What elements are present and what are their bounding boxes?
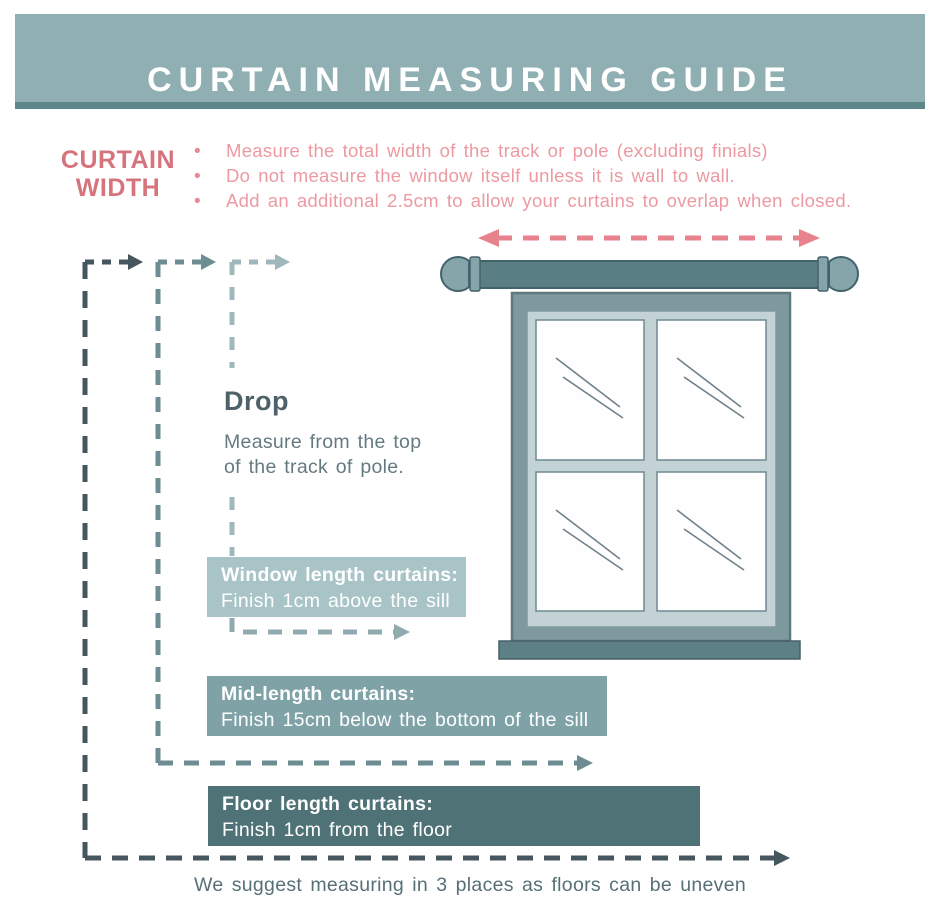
window-pane bbox=[536, 320, 644, 460]
arrowhead-left bbox=[478, 229, 499, 247]
footer-note: We suggest measuring in 3 places as floors can be uneven bbox=[194, 874, 746, 896]
bullet-icon: • bbox=[194, 141, 201, 162]
floor-length-box bbox=[208, 786, 700, 846]
curtain-width-arrow-icon bbox=[478, 229, 820, 247]
drop-section bbox=[224, 386, 484, 480]
window-length-title: Window length curtains: bbox=[221, 564, 459, 586]
window-pane bbox=[657, 320, 766, 460]
arrowhead bbox=[201, 254, 216, 270]
window-pane bbox=[657, 472, 766, 611]
curtain-width-label-line1: CURTAIN bbox=[60, 146, 176, 174]
mid-length-detail: Finish 15cm below the bottom of the sill bbox=[221, 709, 589, 731]
bullet-icon: • bbox=[194, 166, 201, 187]
arrowhead-right bbox=[799, 229, 820, 247]
arrowhead bbox=[577, 755, 593, 771]
drop-description-line1: Measure from the top bbox=[224, 431, 422, 453]
pole-collar-left bbox=[470, 257, 480, 291]
arrowhead bbox=[774, 850, 790, 866]
window-length-box bbox=[207, 557, 466, 617]
list-item bbox=[190, 165, 920, 190]
header-underline bbox=[15, 102, 925, 109]
drop-title: Drop bbox=[224, 386, 289, 416]
curtain-pole-icon bbox=[441, 257, 858, 291]
bullet-text: Do not measure the window itself unless it is wall to wall. bbox=[226, 165, 735, 186]
mid-length-title: Mid-length curtains: bbox=[221, 683, 416, 705]
mid-length-box bbox=[207, 676, 607, 736]
arrowhead bbox=[128, 254, 143, 270]
pole-collar-right bbox=[818, 257, 828, 291]
arrowhead bbox=[275, 254, 290, 270]
list-item bbox=[190, 140, 920, 165]
floor-length-title: Floor length curtains: bbox=[222, 793, 434, 815]
window-pane bbox=[536, 472, 644, 611]
page-title: CURTAIN MEASURING GUIDE bbox=[147, 61, 793, 100]
bullet-text: Measure the total width of the track or pole (excluding finials) bbox=[226, 140, 768, 161]
window-sill bbox=[499, 641, 800, 659]
window-length-detail: Finish 1cm above the sill bbox=[221, 590, 451, 612]
arrowhead bbox=[394, 624, 410, 640]
drop-description bbox=[224, 430, 484, 480]
floor-length-detail: Finish 1cm from the floor bbox=[222, 819, 453, 841]
width-instructions-list bbox=[190, 140, 920, 215]
bullet-icon: • bbox=[194, 191, 201, 212]
drop-description-line2: of the track of pole. bbox=[224, 456, 405, 478]
curtain-width-label bbox=[58, 146, 178, 202]
curtain-width-label-line2: WIDTH bbox=[75, 174, 161, 202]
header-banner bbox=[15, 14, 925, 109]
bullet-text: Add an additional 2.5cm to allow your curtains to overlap when closed. bbox=[226, 190, 852, 211]
pole-bar bbox=[469, 261, 829, 288]
window-icon bbox=[499, 293, 800, 659]
list-item bbox=[190, 190, 920, 215]
